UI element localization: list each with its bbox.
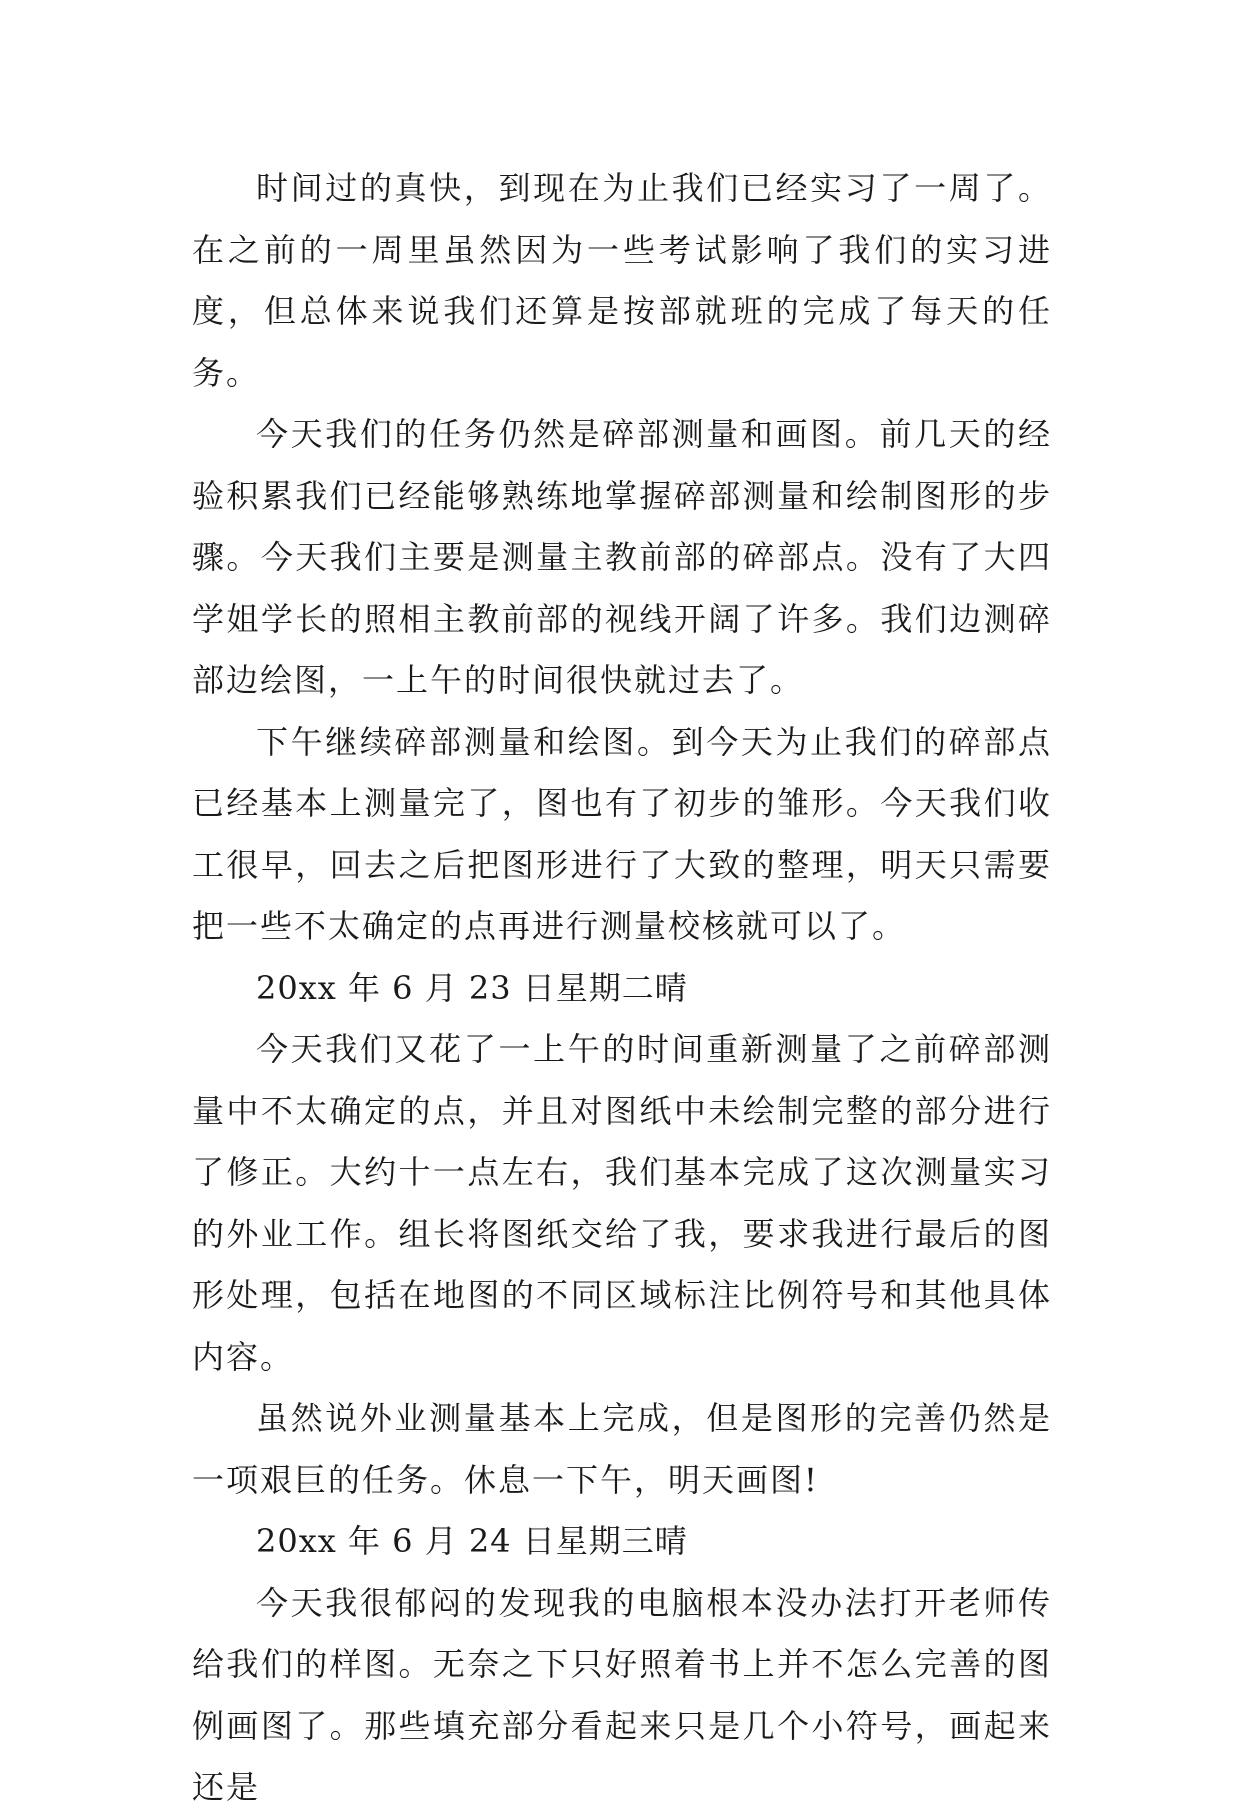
paragraph: 下午继续碎部测量和绘图。到今天为止我们的碎部点已经基本上测量完了，图也有了初步的雏形。今天我们收工很早，回去之后把图形进行了大致的整理，明天只需要把一些不太确定的点再进行测量校核就可以了。: [192, 722, 1052, 945]
paragraph: 今天我们的任务仍然是碎部测量和画图。前几天的经验积累我们已经能够熟练地掌握碎部测量和绘制图形的步骤。今天我们主要是测量主教前部的碎部点。没有了大四学姐学长的照相主教前部的视线开阔了许多。我们边测碎部边绘图，一上午的时间很快就过去了。: [192, 415, 1052, 699]
paragraph: 虽然说外业测量基本上完成，但是图形的完善仍然是一项艰巨的任务。休息一下午，明天画图!: [192, 1399, 1052, 1499]
paragraph: 今天我们又花了一上午的时间重新测量了之前碎部测量中不太确定的点，并且对图纸中未绘制完整的部分进行了修正。大约十一点左右，我们基本完成了这次测量实习的外业工作。组长将图纸交给了我，要求我进行最后的图形处理，包括在地图的不同区域标注比例符号和其他具体内容。: [192, 1030, 1052, 1376]
paragraph: 时间过的真快，到现在为止我们已经实习了一周了。在之前的一周里虽然因为一些考试影响了我们的实习进度，但总体来说我们还算是按部就班的完成了每天的任务。: [192, 169, 1052, 392]
paragraph: 今天我很郁闷的发现我的电脑根本没办法打开老师传给我们的样图。无奈之下只好照着书上并不怎么完善的图例画图了。那些填充部分看起来只是几个小符号，画起来还是: [192, 1583, 1052, 1806]
diary-date-heading: 20xx 年 6 月 23 日星期二晴: [256, 968, 688, 1007]
document-body: [192, 158, 1052, 1819]
diary-date-heading: 20xx 年 6 月 24 日星期三晴: [256, 1522, 688, 1560]
